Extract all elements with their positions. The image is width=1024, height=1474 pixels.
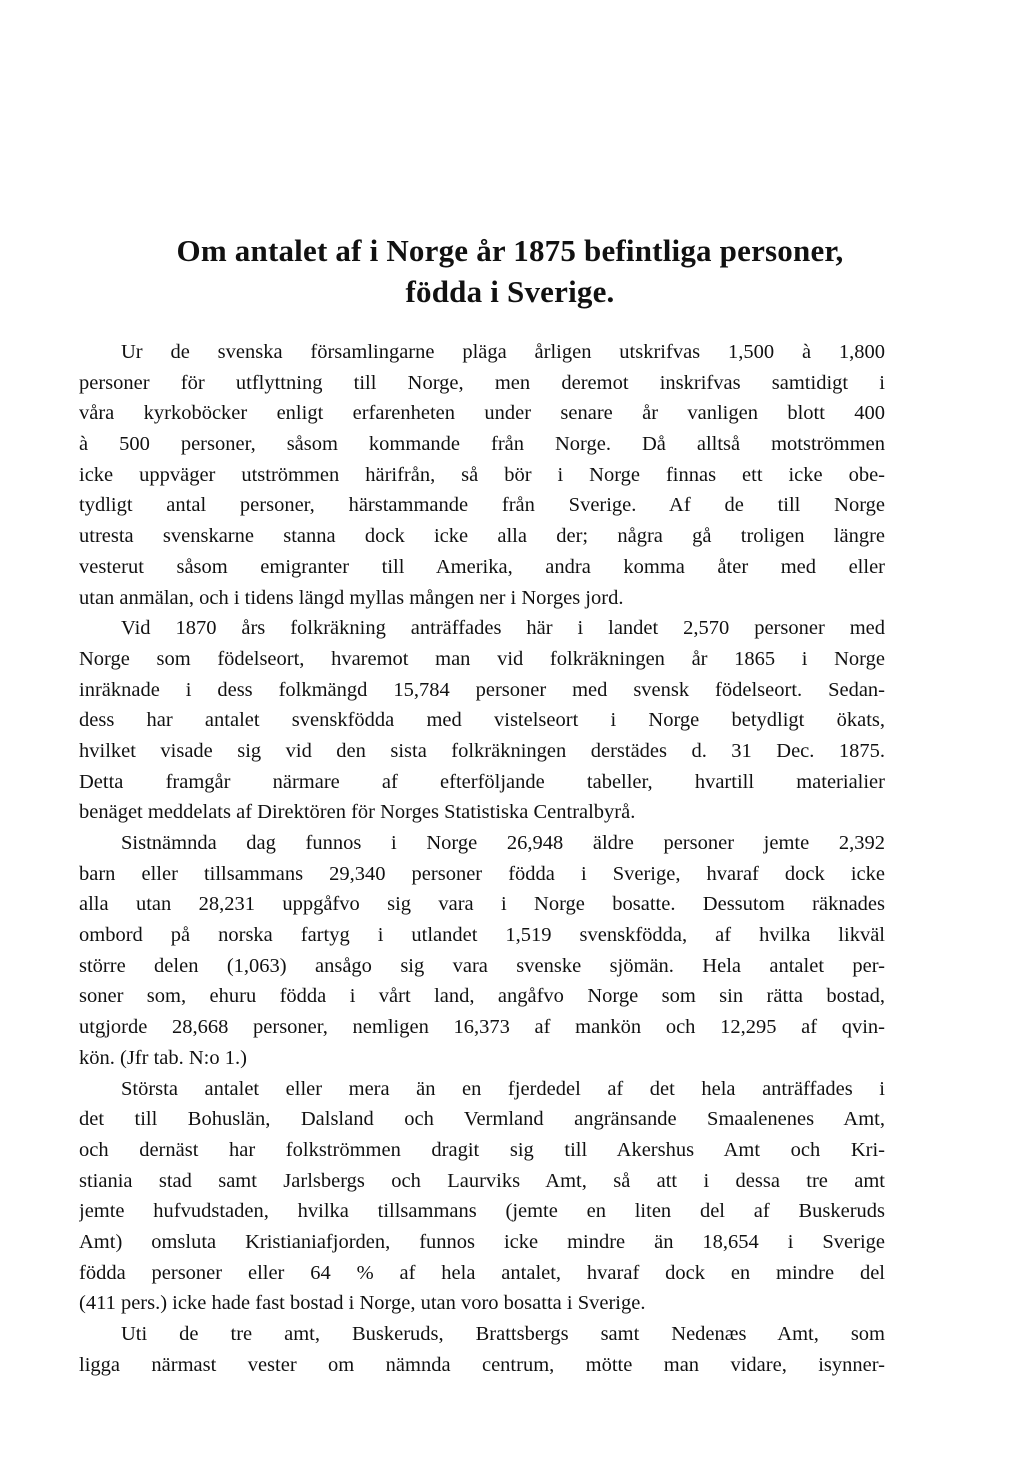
text-line: Sistnämnda dag funnos i Norge 26,948 äldre personer jemte 2,392 (121, 832, 885, 854)
text-line: tydligt antal personer, härstammande från Sverige. Af de till Norge (79, 494, 885, 517)
text-line: inräknade i dess folkmängd 15,784 personer med svensk födelseort. Sedan- (79, 678, 885, 701)
text-line: dess har antalet svenskfödda med vistelseort i Norge betydligt ökats, (79, 709, 885, 732)
text-line: Norge som födelseort, hvaremot man vid folkräkningen år 1865 i Norge (79, 647, 885, 670)
text-line: benäget meddelats af Direktören för Norges Statistiska Centralbyrå. (79, 801, 636, 824)
text-line: större delen (1,063) ansågo sig vara svenske sjömän. Hela antalet per- (79, 954, 885, 977)
text-line: hvilket visade sig vid den sista folkräkningen derstädes d. 31 Dec. 1875. (79, 739, 885, 762)
text-line: ombord på norska fartyg i utlandet 1,519 svenskfödda, af hvilka likväl (79, 924, 885, 947)
text-line: födda personer eller 64 % af hela antalet, hvaraf dock en mindre del (79, 1261, 885, 1284)
text-line: Ur de svenska församlingarne pläga årligen utskrifvas 1,500 à 1,800 (121, 341, 885, 363)
text-line: utgjorde 28,668 personer, nemligen 16,373 af mankön och 12,295 af qvin- (79, 1016, 885, 1039)
text-line: alla utan 28,231 uppgåfvo sig vara i Norge bosatte. Dessutom räknades (79, 893, 885, 916)
title-line: Om antalet af i Norge år 1875 befintliga personer, (176, 233, 844, 268)
text-line: Största antalet eller mera än en fjerdedel af det hela anträffades i (121, 1077, 885, 1100)
text-line: stiania stad samt Jarlsbergs och Laurviks Amt, så att i dessa tre amt (79, 1169, 885, 1192)
text-line: det till Bohuslän, Dalsland och Vermland angränsande Smaalenenes Amt, (79, 1108, 885, 1131)
text-line: personer för utflyttning till Norge, men deremot inskrifvas samtidigt i (79, 371, 885, 394)
document-title (80, 230, 940, 312)
text-line: utan anmälan, och i tidens längd myllas mången ner i Norges jord. (79, 586, 624, 609)
title-line: födda i Sverige. (405, 274, 615, 309)
text-line: à 500 personer, såsom kommande från Norge. Då alltså motströmmen (79, 433, 885, 456)
text-line: Uti de tre amt, Buskeruds, Brattsbergs samt Nedenæs Amt, som (121, 1323, 885, 1345)
text-line: barn eller tillsammans 29,340 personer födda i Sverige, hvaraf dock icke (79, 862, 885, 885)
text-line: ligga närmast vester om nämnda centrum, mötte man vidare, isynner- (79, 1353, 885, 1376)
text-line: icke uppväger utströmmen härifrån, så bör i Norge finnas ett icke obe- (79, 463, 885, 486)
text-line: Amt) omsluta Kristianiafjorden, funnos icke mindre än 18,654 i Sverige (79, 1230, 885, 1253)
text-line: våra kyrkoböcker enligt erfarenheten under senare år vanligen blott 400 (79, 402, 885, 425)
text-line: utresta svenskarne stanna dock icke alla der; några gå troligen längre (79, 525, 885, 548)
text-line: Detta framgår närmare af efterföljande tabeller, hvartill materialier (79, 770, 885, 793)
text-line: vesterut såsom emigranter till Amerika, andra komma åter med eller (79, 555, 885, 578)
text-line: Vid 1870 års folkräkning anträffades här i landet 2,570 personer med (121, 617, 885, 640)
text-line: jemte hufvudstaden, hvilka tillsammans (jemte en liten del af Buskeruds (79, 1200, 885, 1223)
text-line: och dernäst har folkströmmen dragit sig till Akershus Amt och Kri- (79, 1138, 885, 1161)
text-line: kön. (Jfr tab. N:o 1.) (79, 1046, 247, 1069)
text-line: soner som, ehuru födda i vårt land, angåfvo Norge som sin rätta bostad, (79, 985, 885, 1008)
body-text (79, 337, 885, 1380)
text-line: (411 pers.) icke hade fast bostad i Norge, utan voro bosatta i Sverige. (79, 1292, 646, 1315)
